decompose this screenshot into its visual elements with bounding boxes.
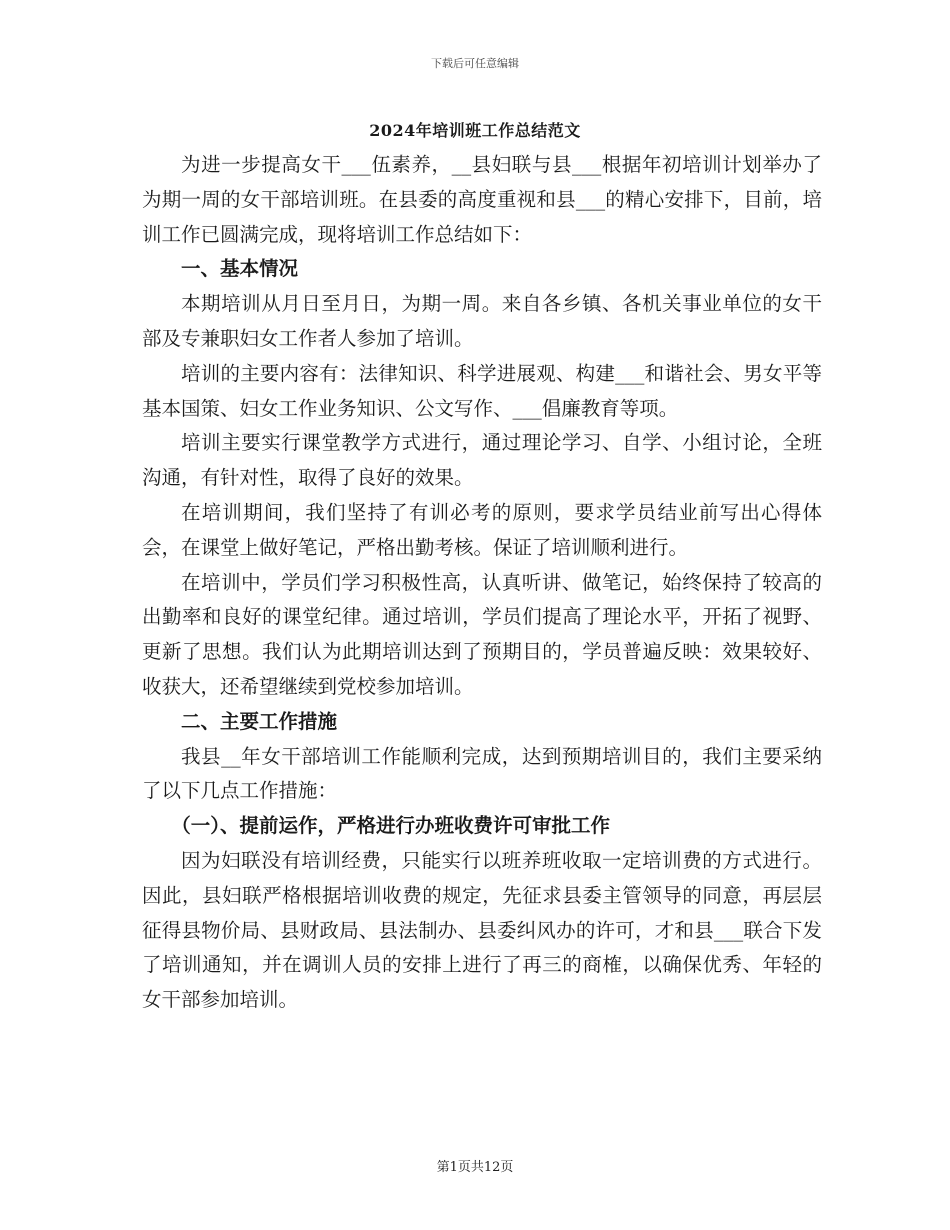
document-body bbox=[142, 148, 822, 1018]
document-title: 2024年培训班工作总结范文 bbox=[369, 121, 581, 140]
section-heading-measures: 二、主要工作措施 bbox=[181, 709, 338, 733]
intro-paragraph: 为进一步提高女干___伍素养，__县妇联与县___根据年初培训计划举办了为期一周的女干部培训班。在县委的高度重视和县___的精心安排下，目前，培训工作已圆满完成，现将培训工作总结如下： bbox=[142, 153, 822, 246]
paragraph-training-period: 本期培训从月日至月日，为期一周。来自各乡镇、各机关事业单位的女干部及专兼职妇女工作者人参加了培训。 bbox=[142, 292, 822, 350]
subsection-heading-approval: （一）、提前运作，严格进行办班收费许可审批工作 bbox=[171, 814, 611, 838]
paragraph-results: 在培训中，学员们学习积极性高，认真听讲、做笔记，始终保持了较高的出勤率和良好的课堂纪律。通过培训，学员们提高了理论水平，开拓了视野、更新了思想。我们认为此期培训达到了预期目的，学员普遍反映：效果较好、收获大，还希望继续到党校参加培训。 bbox=[142, 570, 822, 698]
paragraph-measures-intro: 我县__年女干部培训工作能顺利完成，达到预期培训目的，我们主要采纳了以下几点工作措施： bbox=[142, 744, 822, 803]
page-number-footer: 第1页共12页 bbox=[436, 1160, 514, 1175]
paragraph-approval-details: 因为妇联没有培训经费，只能实行以班养班收取一定培训费的方式进行。因此，县妇联严格根据培训收费的规定，先征求县委主管领导的同意，再层层征得县物价局、县财政局、县法制办、县委纠风办的许可，才和县___联合下发了培训通知，并在调训人员的安排上进行了再三的商榷，以确保优秀、年轻的女干部参加培训。 bbox=[142, 848, 822, 1012]
paragraph-assessment: 在培训期间，我们坚持了有训必考的原则，要求学员结业前写出心得体会，在课堂上做好笔记，严格出勤考核。保证了培训顺利进行。 bbox=[142, 500, 822, 559]
section-heading-basic-situation: 一、基本情况 bbox=[181, 257, 299, 281]
paragraph-teaching-method: 培训主要实行课堂教学方式进行，通过理论学习、自学、小组讨论，全班沟通，有针对性，取得了良好的效果。 bbox=[142, 431, 822, 490]
paragraph-training-content: 培训的主要内容有：法律知识、科学进展观、构建___和谐社会、男女平等基本国策、妇女工作业务知识、公文写作、___倡廉教育等项。 bbox=[142, 361, 822, 420]
header-note: 下载后可任意编辑 bbox=[431, 57, 519, 70]
